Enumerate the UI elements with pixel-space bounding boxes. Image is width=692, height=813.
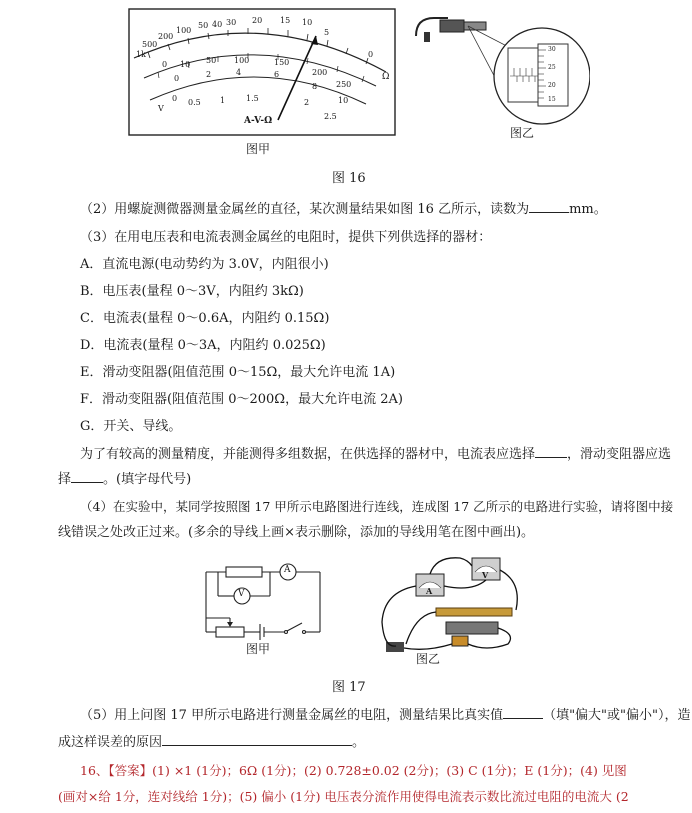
meter-scale-label: 50 — [198, 21, 209, 30]
answer-blank[interactable] — [71, 470, 103, 483]
option-c: C．电流表(量程 0～0.6A，内阻约 0.15Ω) — [80, 311, 330, 326]
micrometer-tick-label: 25 — [548, 64, 556, 71]
question-2-text: （2）用螺旋测微器测量金属丝的直径，某次测量结果如图 16 乙所示，读数为 — [80, 202, 530, 217]
figure-16-multimeter — [128, 8, 396, 136]
meter-scale-label: 6 — [274, 70, 280, 79]
question-3-select-line1 — [80, 445, 671, 464]
meter-scale-label: 0 — [162, 60, 168, 69]
option-e: E．滑动变阻器(阻值范围 0～15Ω，最大允许电流 1A) — [80, 365, 396, 380]
meter-scale-label: 100 — [234, 56, 250, 65]
figure-17-label-jia: 图甲 — [246, 642, 271, 656]
meter-scale-label: 100 — [176, 26, 192, 35]
micrometer-drawing — [410, 6, 590, 136]
voltmeter-label: V — [238, 589, 245, 599]
apparatus-ammeter-label: A — [426, 586, 433, 596]
meter-scale-label: 50 — [206, 56, 217, 65]
question-5-text: （填"偏大"或"偏小"），造 — [543, 708, 691, 723]
question-5-text: 。 — [352, 735, 366, 750]
meter-scale-label: 0.5 — [188, 98, 201, 107]
meter-scale-label: 1 — [220, 96, 226, 105]
question-2 — [80, 200, 607, 219]
meter-scale-label: 15 — [280, 16, 291, 25]
figure-16-micrometer — [410, 6, 590, 136]
meter-scale-label: 5 — [324, 28, 330, 37]
meter-scale-label: 10 — [180, 60, 191, 69]
v-label: V — [158, 104, 164, 113]
meter-scale-label: 200 — [158, 32, 174, 41]
meter-scale-label: 1.5 — [246, 94, 259, 103]
figure-17-circuit-diagram — [196, 560, 326, 644]
figure-17-caption: 图 17 — [332, 680, 366, 695]
option-g: G．开关、导线。 — [80, 419, 182, 434]
option-f: F．滑动变阻器(阻值范围 0～200Ω，最大允许电流 2A) — [80, 392, 403, 407]
question-4-line1: （4）在实验中，某同学按照图 17 甲所示电路图进行连线，连成图 17 乙所示的电路进行实验，请将图中接 — [80, 499, 674, 514]
answer-line-1: 16、【答案】(1) ×1 (1分)；6Ω (1分)；(2) 0.728±0.02 (2分)；(3) C (1分)；E (1分)；(4) 见图 — [80, 763, 627, 778]
meter-scale-label: 0 — [368, 50, 374, 59]
figure-17-apparatus — [376, 552, 524, 656]
meter-scale-label: 2 — [304, 98, 310, 107]
answer-blank[interactable] — [535, 445, 567, 458]
ammeter-label: A — [284, 565, 291, 575]
answer-line-2: (画对×给 1分，连对线给 1分)；(5) 偏小 (1分) 电压表分流作用使得电流表示数比流过电阻的电流大 (2 — [58, 789, 629, 804]
meter-scale-label: 0 — [174, 74, 180, 83]
meter-scale-label: 1k — [136, 50, 146, 59]
meter-scale-label: 2.5 — [324, 112, 337, 121]
meter-scale-label: 4 — [236, 68, 242, 77]
apparatus-voltmeter-label: V — [482, 570, 489, 580]
dial-label: A-V-Ω — [244, 116, 273, 126]
meter-scale-label: 30 — [226, 18, 237, 27]
question-5-text: 成这样误差的原因 — [58, 735, 163, 750]
ohm-symbol: Ω — [382, 72, 390, 82]
meter-scale-label: 8 — [312, 82, 318, 91]
option-d: D．电流表(量程 0～3A，内阻约 0.025Ω) — [80, 338, 326, 353]
select-text: 。(填字母代号) — [103, 472, 192, 487]
apparatus-drawing — [376, 552, 524, 656]
question-3-select-line2 — [58, 470, 191, 489]
question-5-text: （5）用上问图 17 甲所示电路进行测量金属丝的电阻，测量结果比真实值 — [80, 708, 504, 723]
question-5-line1 — [80, 706, 691, 725]
select-text: 为了有较高的测量精度，并能测得多组数据，在供选择的器材中，电流表应选择 — [80, 447, 536, 462]
option-a: A．直流电源(电动势约为 3.0V，内阻很小) — [80, 257, 329, 272]
question-4-line2: 线错误之处改正过来。(多余的导线上画×表示删除，添加的导线用笔在图中画出)。 — [58, 525, 535, 540]
select-text: 择 — [58, 472, 72, 487]
question-2-unit: mm。 — [569, 202, 607, 217]
meter-scale-label: 10 — [302, 18, 313, 27]
answer-blank[interactable] — [529, 200, 569, 213]
figure-16-label-jia: 图甲 — [246, 142, 271, 156]
meter-scale-label: 0 — [172, 94, 178, 103]
select-text: ，滑动变阻器应选 — [567, 447, 672, 462]
micrometer-tick-label: 15 — [548, 96, 556, 103]
figure-16-caption: 图 16 — [332, 171, 366, 186]
circuit-diagram-drawing — [196, 560, 326, 644]
meter-scale-label: 250 — [336, 80, 352, 89]
answer-blank[interactable] — [162, 733, 352, 746]
meter-scale-label: 10 — [338, 96, 349, 105]
figure-17-label-yi: 图乙 — [416, 652, 441, 666]
option-b: B．电压表(量程 0～3V，内阻约 3kΩ) — [80, 284, 304, 299]
micrometer-tick-label: 20 — [548, 82, 556, 89]
meter-scale-label: 2 — [206, 70, 212, 79]
figure-16-label-yi: 图乙 — [510, 126, 535, 140]
meter-scale-label: 150 — [274, 58, 290, 67]
meter-scale-label: 20 — [252, 16, 263, 25]
meter-scale-label: 200 — [312, 68, 328, 77]
question-3-intro: （3）在用电压表和电流表测金属丝的电阻时，提供下列供选择的器材： — [80, 230, 492, 245]
answer-blank[interactable] — [503, 706, 543, 719]
meter-scale-label: 500 — [142, 40, 158, 49]
meter-scale-label: 40 — [212, 20, 223, 29]
question-5-line2 — [58, 733, 365, 752]
micrometer-tick-label: 30 — [548, 46, 556, 53]
